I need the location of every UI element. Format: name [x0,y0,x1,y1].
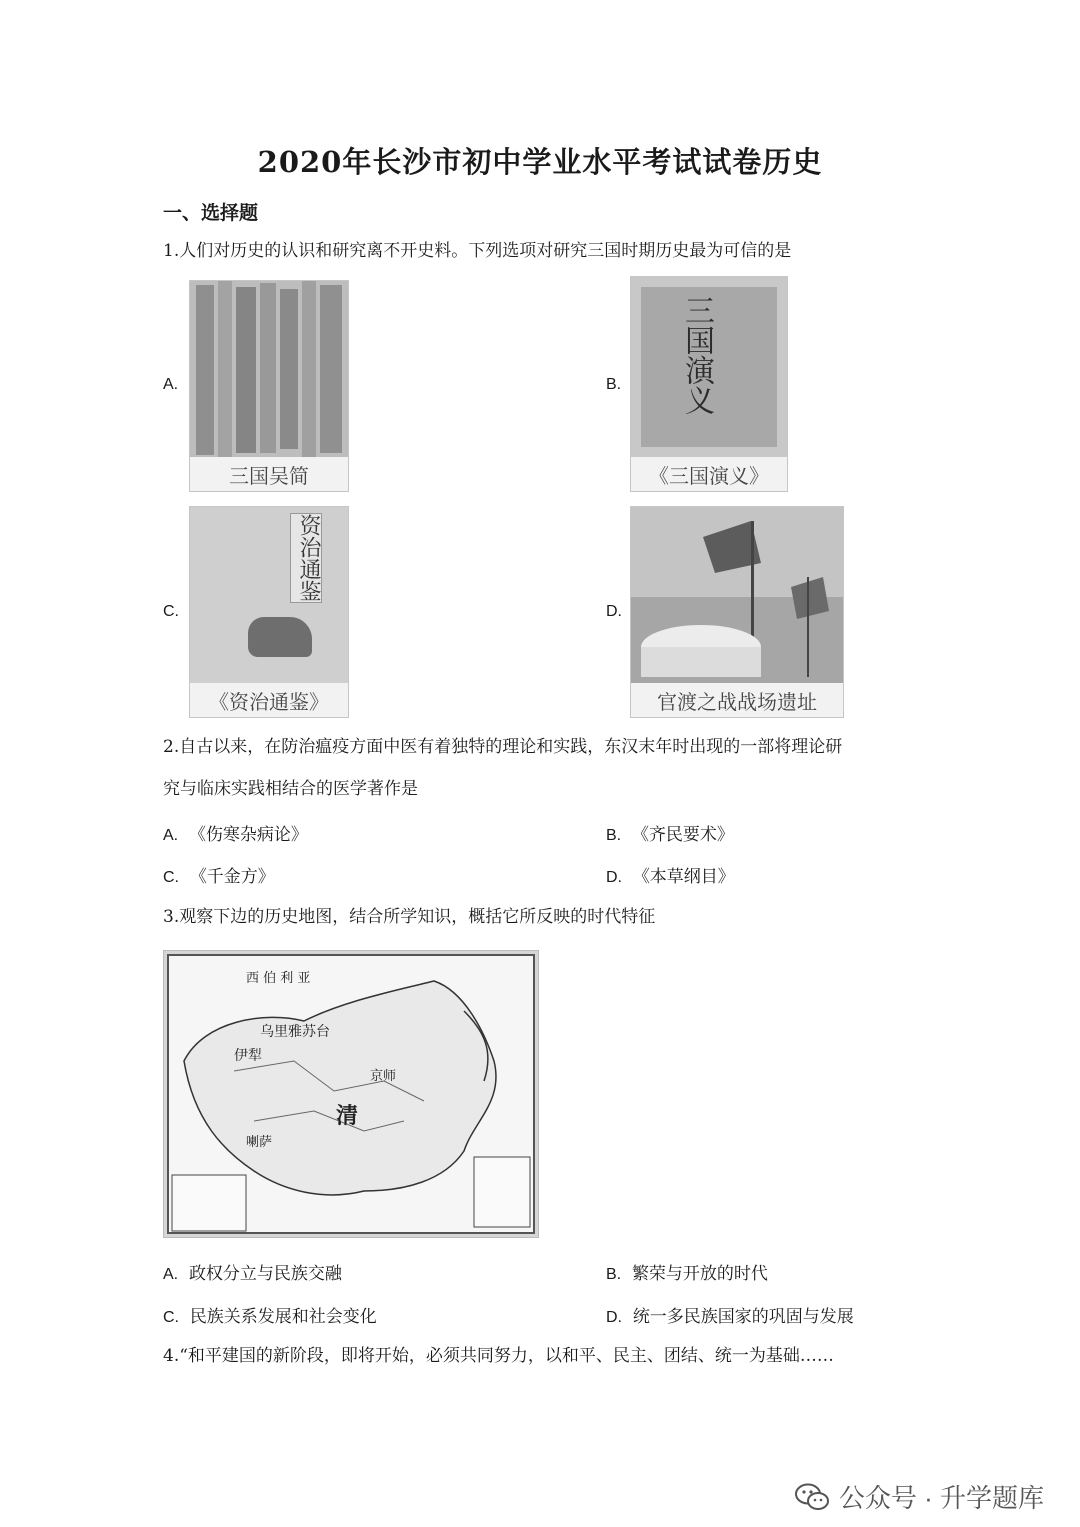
q1-option-b-letter: B. [606,376,622,393]
q2-option-b: B. 《齐民要术》 [606,825,734,845]
watermark [795,1478,1044,1515]
question-4-text: 4.“和平建国的新阶段，即将开始，必须共同努力，以和平、民主、团结、统一为基础…… [163,1346,834,1366]
q3-option-c: C. 民族关系发展和社会变化 [163,1307,377,1327]
q1-option-d-letter: D. [606,603,622,620]
q1-option-b-caption: 《三国演义》 [631,457,787,491]
map-label-uliastai: 乌里雅苏台 [260,1024,330,1040]
q1-option-c-letter: C. [163,603,179,620]
question-2-line1: 2.自古以来，在防治瘟疫方面中医有着独特的理论和实践，东汉末年时出现的一部将理论研 [163,737,843,757]
map-label-lhasa: 喇萨 [246,1135,273,1150]
q3-option-a: A. 政权分立与民族交融 [163,1264,342,1284]
map-label-yili: 伊犁 [234,1048,262,1064]
q1-option-c-image [189,506,349,718]
q3-option-b: B. 繁荣与开放的时代 [606,1264,768,1284]
book-cover-title: 资治通鉴 [290,513,322,603]
map-label-qing: 清 [336,1103,359,1129]
q1-option-a-caption: 三国吴简 [190,457,348,491]
q2-option-d: D. 《本草纲目》 [606,867,735,887]
q2-option-c: C. 《千金方》 [163,867,275,887]
wechat-icon [795,1483,829,1511]
map-label-siberia: 西 伯 利 亚 [246,971,311,986]
q1-option-d-caption: 官渡之战战场遗址 [631,683,843,717]
question-1-text: 1.人们对历史的认识和研究离不开史料。下列选项对研究三国时期历史最为可信的是 [163,241,792,261]
page-title: 2020年长沙市初中学业水平考试试卷历史 [257,145,823,179]
historical-map [163,950,539,1238]
map-label-jingshi: 京师 [370,1069,397,1084]
bamboo-slips-image [190,281,348,457]
qing-map-image [164,951,538,1237]
battlefield-site-image [631,507,843,683]
q1-option-a-image [189,280,349,492]
q2-option-a: A. 《伤寒杂病论》 [163,825,308,845]
watermark-text: 公众号 · 升学题库 [838,1483,1044,1513]
q1-option-b-image [630,276,788,492]
book-cover-title: 三国演义 [679,295,714,415]
q1-option-a-letter: A. [163,376,179,393]
q3-option-d: D. 统一多民族国家的巩固与发展 [606,1307,854,1327]
question-3-text: 3.观察下边的历史地图，结合所学知识，概括它所反映的时代特征 [163,907,656,927]
section-heading: 一、选择题 [163,202,259,224]
q1-option-d-image [630,506,844,718]
q1-option-c-caption: 《资治通鉴》 [190,683,348,717]
question-2-line2: 究与临床实践相结合的医学著作是 [163,779,418,799]
